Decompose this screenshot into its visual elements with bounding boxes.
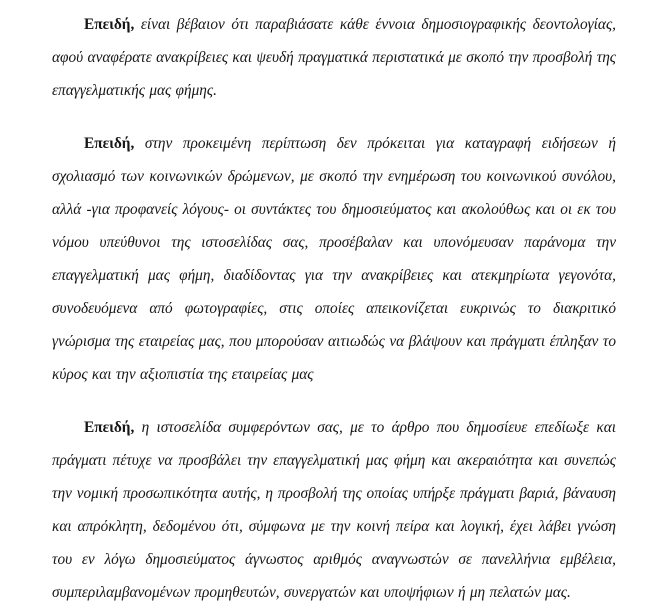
paragraph-1-lead: Επειδή, xyxy=(84,16,135,33)
paragraph-3-lead: Επειδή, xyxy=(84,419,135,436)
paragraph-3-text: η ιστοσελίδα συμφερόντων σας, με το άρθρο που δημοσίευε επεδίωξε και πράγματι πέτυχε να προσβάλει την επαγγελματική μας φήμη και ακεραιότητα και συνεπώς την νομική προσωπικότητα αυτής, η προσβολή της οποίας υπήρξε πράγματι βαριά, βάναυση και απρόκλητη, δεδομένου ότι, σύμφωνα με την κοινή πείρα και λογική, έχει λάβει γνώση του εν λόγω δημοσιεύματος άγνωστος αριθμός αναγνωστών σε πανελλήνια εμβέλεια, συμπεριλαμβανομένων προμηθευτών, συνεργατών και υποψήφιων ή μη πελατών μας. xyxy=(52,419,616,601)
paragraph-1-text: είναι βέβαιον ότι παραβιάσατε κάθε έννοια δημοσιογραφικής δεοντολογίας, αφού αναφέρατε ανακρίβειες και ψευδή πραγματικά περιστατικά με σκοπό την προσβολή της επαγγελματικής μας φήμης. xyxy=(52,16,616,99)
paragraph-1 xyxy=(52,8,616,107)
paragraph-2-lead: Επειδή, xyxy=(84,135,135,152)
paragraph-3 xyxy=(52,411,616,609)
paragraph-2-text: στην προκειμένη περίπτωση δεν πρόκειται για καταγραφή ειδήσεων ή σχολιασμό των κοινωνικών δρώμενων, με σκοπό την ενημέρωση του κοινωνικού συνόλου, αλλά -για προφανείς λόγους- οι συντάκτες του δημοσιεύματος και ακολούθως και οι εκ του νόμου υπεύθυνοι της ιστοσελίδας σας, προσέβαλαν και υπονόμευσαν παράνομα την επαγγελματική μας φήμη, διαδίδοντας για την ανακρίβειες και ατεκμηρίωτα γεγονότα, συνοδευόμενα από φωτογραφίες, στις οποίες απεικονίζεται ευκρινώς το διακριτικό γνώρισμα της εταιρείας μας, που μπορούσαν αιτιωδώς να βλάψουν και πράγματι έπληξαν το κύρος και την αξιοπιστία της εταιρείας μας xyxy=(52,135,616,383)
paragraph-2 xyxy=(52,127,616,391)
